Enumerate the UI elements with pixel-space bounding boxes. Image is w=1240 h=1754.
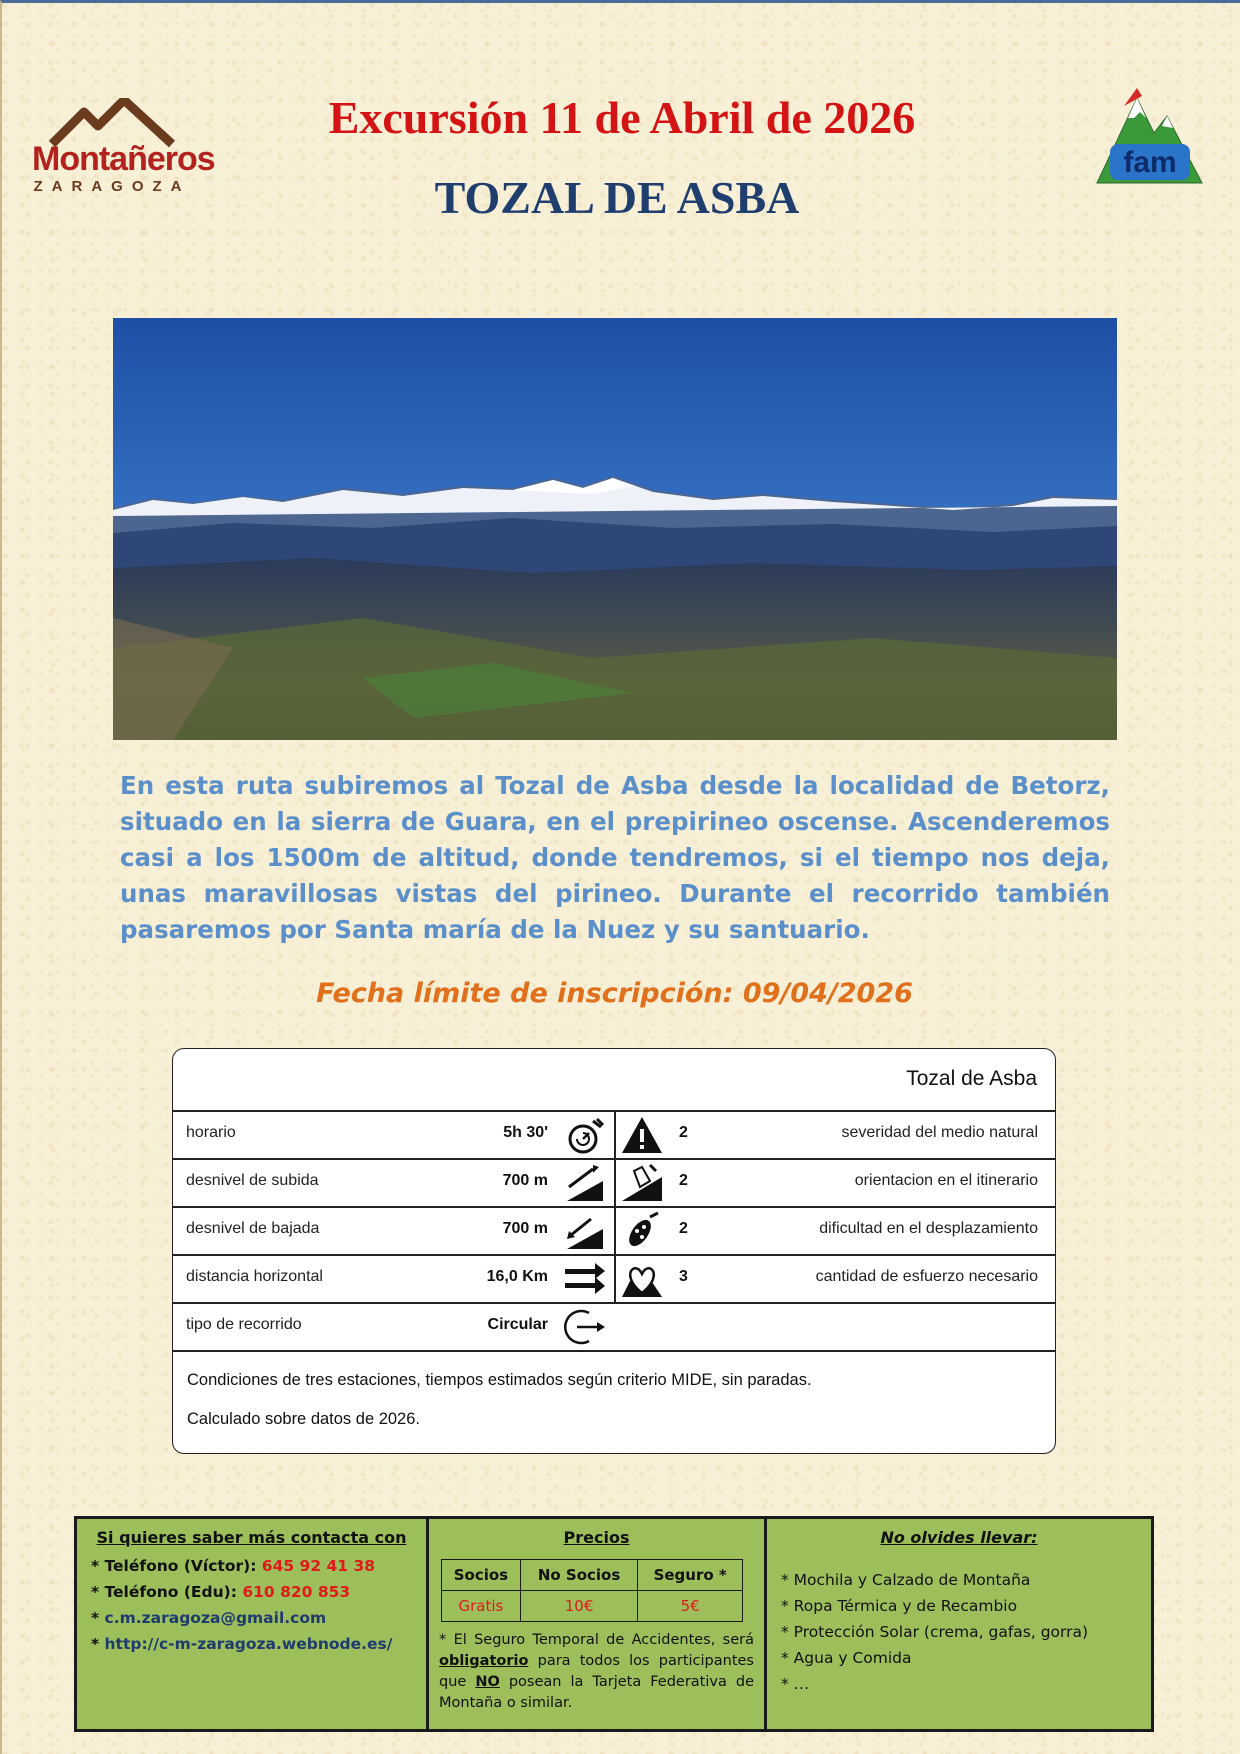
stopwatch-icon bbox=[563, 1115, 607, 1155]
price-no-socios: 10€ bbox=[520, 1591, 637, 1622]
logo-sub: ZARAGOZA bbox=[33, 178, 191, 195]
mide-label-subida: desnivel de subida bbox=[186, 1172, 319, 1189]
email-link[interactable]: c.m.zaragoza@gmail.com bbox=[104, 1609, 327, 1627]
prices-heading: Precios bbox=[563, 1528, 630, 1547]
bring-item: * Protección Solar (crema, gafas, gorra) bbox=[781, 1623, 1089, 1641]
page-subtitle: TOZAL DE ASBA bbox=[434, 172, 800, 223]
mide-score-severidad: 2 bbox=[679, 1124, 688, 1141]
distance-arrows-icon bbox=[563, 1259, 607, 1299]
prices-box bbox=[429, 1519, 764, 1729]
mide-label-distancia: distancia horizontal bbox=[186, 1268, 323, 1285]
bring-heading: No olvides llevar: bbox=[880, 1528, 1038, 1547]
descent-icon bbox=[563, 1211, 607, 1251]
bring-box bbox=[767, 1519, 1151, 1729]
bring-list bbox=[781, 1567, 1151, 1697]
info-footer bbox=[74, 1516, 1154, 1732]
phone-edu-line: * Teléfono (Edu): 610 820 853 bbox=[91, 1583, 351, 1601]
price-seguro: 5€ bbox=[638, 1591, 743, 1622]
mide-value-distancia: 16,0 Km bbox=[486, 1268, 548, 1285]
bring-item: * … bbox=[781, 1675, 810, 1693]
bring-item: * Agua y Comida bbox=[781, 1649, 912, 1667]
route-description: En esta ruta subiremos al Tozal de Asba desde la localidad de Betorz, situado en la sierra de Guara, en el prepirineo oscense. Ascenderemos casi a los 1500m de altitud, donde tendremos, si el tiempo nos deja, unas maravillosas vistas del pirineo. Durante el recorrido también pasaremos por Santa maría de la Nuez y su santuario. bbox=[120, 771, 1110, 944]
mide-value-horario: 5h 30' bbox=[503, 1124, 548, 1141]
bring-item: * Mochila y Calzado de Montaña bbox=[781, 1571, 1031, 1589]
landscape-photo bbox=[113, 318, 1117, 740]
price-header-socios: Socios bbox=[442, 1560, 521, 1591]
mide-value-tipo: Circular bbox=[487, 1316, 548, 1333]
mide-label-horario: horario bbox=[186, 1124, 236, 1141]
price-table bbox=[441, 1559, 743, 1622]
circular-route-icon bbox=[563, 1307, 607, 1347]
mide-label-tipo: tipo de recorrido bbox=[186, 1316, 302, 1333]
mide-value-subida: 700 m bbox=[502, 1172, 548, 1189]
footprint-icon bbox=[620, 1211, 664, 1251]
contact-heading: Si quieres saber más contacta con bbox=[96, 1528, 407, 1547]
phone-victor[interactable]: 645 92 41 38 bbox=[261, 1557, 376, 1575]
fam-logo-text: fam bbox=[1123, 146, 1177, 179]
mide-right-label-desplazamiento: dificultad en el desplazamiento bbox=[819, 1220, 1038, 1237]
ascent-icon bbox=[563, 1163, 607, 1203]
mide-title: Tozal de Asba bbox=[906, 1067, 1037, 1090]
logo-brand: Montañeros bbox=[32, 140, 215, 178]
mide-note-2: Calculado sobre datos de 2026. bbox=[187, 1410, 420, 1428]
web-line: * http://c-m-zaragoza.webnode.es/ bbox=[91, 1635, 393, 1653]
phone-edu[interactable]: 610 820 853 bbox=[242, 1583, 351, 1601]
price-socios: Gratis bbox=[442, 1591, 521, 1622]
bring-item: * Ropa Térmica y de Recambio bbox=[781, 1597, 1018, 1615]
mide-right-label-orientacion: orientacion en el itinerario bbox=[854, 1172, 1038, 1189]
web-link[interactable]: http://c-m-zaragoza.webnode.es/ bbox=[104, 1635, 393, 1653]
mide-score-esfuerzo: 3 bbox=[679, 1268, 688, 1285]
registration-deadline: Fecha límite de inscripción: 09/04/2026 bbox=[316, 978, 913, 1009]
phone-victor-line: * Teléfono (Víctor): 645 92 41 38 bbox=[91, 1557, 376, 1575]
mide-table bbox=[172, 1048, 1056, 1454]
mide-score-orientacion: 2 bbox=[679, 1172, 688, 1189]
mide-note-1: Condiciones de tres estaciones, tiempos estimados según criterio MIDE, sin paradas. bbox=[187, 1371, 812, 1389]
insurance-note: * El Seguro Temporal de Accidentes, será obligatorio para todos los participantes que NO posean la Tarjeta Federativa de Montaña o similar. bbox=[439, 1632, 754, 1711]
heart-effort-icon bbox=[620, 1259, 664, 1299]
mide-value-bajada: 700 m bbox=[502, 1220, 548, 1237]
page-title: Excursión 11 de Abril de 2026 bbox=[328, 92, 916, 143]
mide-right-label-esfuerzo: cantidad de esfuerzo necesario bbox=[815, 1268, 1038, 1285]
mountain-panorama-image bbox=[113, 318, 1117, 740]
mide-score-desplazamiento: 2 bbox=[679, 1220, 688, 1237]
mide-right-label-severidad: severidad del medio natural bbox=[841, 1124, 1038, 1141]
email-line: * c.m.zaragoza@gmail.com bbox=[91, 1609, 327, 1627]
orientation-icon bbox=[620, 1163, 664, 1203]
price-header-no-socios: No Socios bbox=[520, 1560, 637, 1591]
mide-label-bajada: desnivel de bajada bbox=[186, 1220, 320, 1237]
price-header-seguro: Seguro * bbox=[638, 1560, 743, 1591]
contact-box bbox=[77, 1519, 426, 1729]
warning-triangle-icon bbox=[620, 1115, 664, 1155]
